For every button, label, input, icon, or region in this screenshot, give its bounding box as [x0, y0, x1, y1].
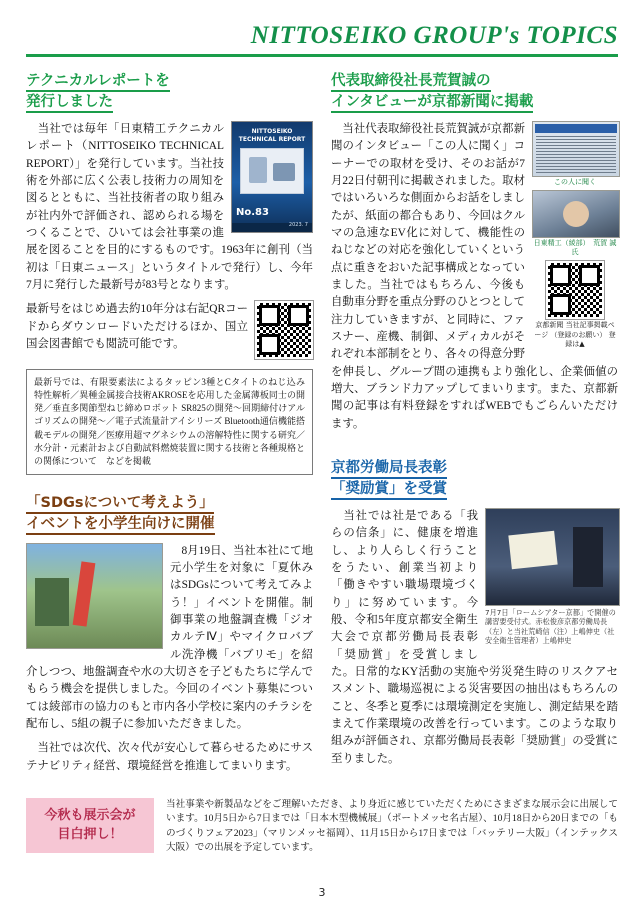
badge-line-2: 目白押し！	[57, 827, 123, 843]
cover-illustration	[240, 148, 304, 194]
award-ceremony-photo	[485, 508, 620, 606]
article-heading	[331, 71, 618, 113]
masthead	[26, 22, 618, 57]
report-contents-note: 最新号では、有限要素法によるタッピン3種とCタイトのねじ込み特性解析／異種金属接合技術AKROSEを応用した金属薄板同士の開発／垂直多関節型ねじ締めロボット SR825の開発～回期締付けアルゴリズムの開発～／電子式流量計アイシリーズ Bluetooth通信機能搭載モデルの開発／医療用超マグネシウムの溶解特性に関する研究／水分計・元素計および自動試料燃焼装置に関する技術と各種規格との関係について などを掲載	[26, 369, 313, 474]
award-photo-caption: 7月7日「ロームシアター京都」で開催の講習要受付式。赤松俊彦京都労働局長（左）と当社荒崎信（注）上嶋伸史（社安全衛生管理者）上嶋伸史	[485, 607, 616, 646]
sdgs-event-photo	[26, 543, 163, 649]
exhibition-text: 当社事業や新製品などをご理解いただき、より身近に感じていただくためにさまざまな展示会に出展しています。10月5日から7日までは「日本木型機械展」（ポートメッセ名古屋）、10月18日から20日までの「ものづくりフェア2023」（マリンメッセ福岡）、11月15日から17日までは「バッテリー大阪」（インテックス大阪）での出展を予定しています。	[166, 798, 618, 854]
heading-line-1: 代表取締役社長荒賀誠の	[331, 73, 491, 92]
newspaper-clip-figure	[532, 121, 618, 350]
left-column	[26, 71, 313, 782]
qr-caption: 京都新聞 当社記事掲載ページ （登録のお願い） 登録は▲	[534, 321, 616, 349]
badge-line-1: 今秋も展示会が	[44, 807, 136, 823]
report-cover-figure	[231, 121, 313, 233]
cover-title-en: NITTOSEIKO TECHNICAL REPORT	[238, 128, 306, 143]
cover-date: 2023. 7	[288, 222, 308, 229]
page-number: 3	[318, 886, 326, 899]
heading-line-2: 「奨励賞」を受賞	[331, 481, 447, 500]
article-heading	[331, 458, 618, 500]
president-portrait-photo	[532, 190, 620, 238]
qr-figure-download	[255, 301, 313, 359]
article-president-interview	[331, 71, 618, 440]
exhibition-notice	[26, 798, 618, 856]
cover-issue-number: No.83	[236, 207, 269, 219]
article-heading	[26, 71, 313, 113]
article-paragraph: 当社では毎年「日東精工テクニカルレポート（NITTOSEIKO TECHNICAL REPORT）」を発行しています。当社技術を外部に広く公表し技術力の周知を図るとともに、当社技術者の取り組みが社内外で評価され、認められる場をつくることで、ひいては会社事業の進展を図ることを目的にするものです。1963年に創刊（当初は「日東ニュース」というタイトルで発行）し、今年7月に発行した最新号が83号となります。	[26, 123, 313, 291]
article-labor-bureau-award	[331, 458, 618, 775]
article-sdgs-event	[26, 493, 313, 775]
heading-line-1: 京都労働局長表彰	[331, 460, 447, 479]
article-technical-report	[26, 71, 313, 475]
article-paragraph: 最新号をはじめ過去約10年分は右記QRコードからダウンロードいただけるほか、国立国会図書館でも閲読可能です。	[26, 303, 248, 350]
qr-code-icon[interactable]	[255, 301, 313, 359]
heading-line-2: イベントを小学生向けに開催	[26, 516, 215, 535]
heading-line-2: インタビューが京都新聞に掲載	[331, 94, 533, 113]
content-columns	[26, 71, 618, 782]
newspaper-clip-label: この人に聞く	[554, 178, 596, 187]
article-paragraph: 当社では社是である「我らの信条」に、健康を増進し、より人らしく行うことをうたい、創業当初より「働きやすい職場環境づくり」に努めています。今般、令和5年度京都安全衛生大会で京都労働局長表彰「奨励賞」を受賞しました。日常的なKY活動の実施や労災発生時のリスクアセスメント、職場巡視による災害要因の抽出はもちろんのこと、冬季と夏季には環境測定を実施し、測定結果を踏まえて作業環境の改善を行っています。このような取り組みが評価され、京都労働局長表彰「奨励賞」の受賞に至りました。	[331, 509, 618, 765]
heading-line-1: 「SDGsについて考えよう」	[26, 495, 214, 514]
technical-report-cover-image	[231, 121, 313, 233]
heading-line-1: テクニカルレポートを	[26, 73, 170, 92]
exhibition-badge	[26, 798, 154, 853]
article-paragraph: 当社代表取締役社長荒賀誠が京都新聞のインタビュー「この人に聞く」コーナーでの取材を受け、そのお話が7月22日付朝刊に掲載されました。取材ではいろいろな側面からお話をしましたが、紙面の都合もあり、今回はクルマの急速なEV化に対して、機能性のねじなどの対応を強化していくという点に重きをおいた記事構成となっていました。当社ではもちろん、今後も自動車分野を重点分野のひとつとして注力していきますが、と同時に、ファスナー、産機、制御、メディカルがそれぞれ本部制をとり、各々の得意分野を伸長し、グループ間の連携もより強化し、企業価値の増大、ブランド力アップしてまいります。また、京都新聞の記事は有料登録をすればWEBでもごらんいただけます。	[331, 123, 618, 430]
masthead-title: NITTOSEIKO GROUP's TOPICS	[250, 22, 618, 49]
article-heading	[26, 493, 313, 535]
president-name-caption: 日東精工（綾部） 荒賀 誠氏	[533, 239, 617, 257]
right-column	[331, 71, 618, 782]
article-paragraph: 当社では次代、次々代が安心して暮らせるためにサステナビリティ経営、環境経営を推進してまいります。	[26, 742, 313, 772]
article-paragraph: 8月19日、当社本社にて地元小学生を対象に「夏休みはSDGsについて考えてみよう！」イベントを開催。制御事業の地盤調査機「ジオカルテⅣ」やマイクロバブル洗浄機「バブリモ」を紹介しつつ、地盤調査や水の大切さを子どもたちに学んでもらう機会を提供しました。今回のイベント募集については綾部市の協力のもと市内各小学校に案内のチラシを配布し、5組の親子に参加いただきました。	[26, 544, 313, 730]
newspaper-clipping-image	[532, 121, 620, 177]
sdgs-event-photo-figure	[26, 543, 163, 649]
award-ceremony-figure	[485, 508, 618, 645]
heading-line-2: 発行しました	[26, 94, 113, 113]
qr-code-icon[interactable]	[546, 261, 604, 319]
